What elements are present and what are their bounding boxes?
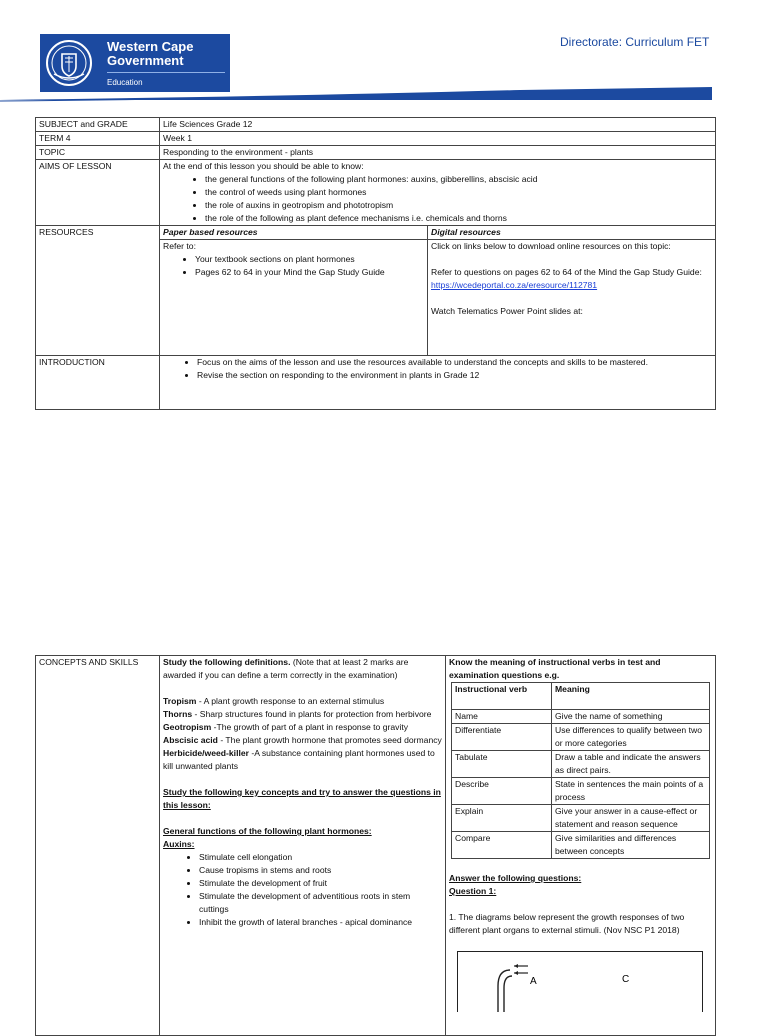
directorate-title: Directorate: Curriculum FET xyxy=(560,35,710,49)
introduction-label: INTRODUCTION xyxy=(36,356,160,410)
header-swoosh xyxy=(0,84,712,102)
definition-text: - The plant growth hormone that promotes seed dormancy xyxy=(217,735,442,745)
paper-resources-list xyxy=(163,253,424,279)
aims-list xyxy=(163,173,712,225)
definition-item xyxy=(163,747,442,773)
key-concepts-heading: Study the following key concepts and try to answer the questions in this lesson: xyxy=(163,787,441,810)
meaning-cell: Give similarities and differences between concepts xyxy=(552,832,710,859)
answer-heading: Answer the following questions: xyxy=(449,873,582,883)
concepts-label: CONCEPTS AND SKILLS xyxy=(36,656,160,1036)
list-item: • Revise the section on responding to the environment in plants in Grade 12 xyxy=(197,369,712,382)
table-row xyxy=(36,118,716,132)
resources-label: RESOURCES xyxy=(36,226,160,356)
diagram-label-c: C xyxy=(622,974,630,985)
logo-line-3: Education xyxy=(107,78,143,87)
list-item: • Stimulate cell elongation xyxy=(199,851,442,864)
instructional-verbs-table xyxy=(451,682,710,859)
definition-term: Tropism xyxy=(163,696,197,706)
definitions-intro xyxy=(163,656,442,682)
paper-refer: Refer to: xyxy=(163,241,196,251)
list-item: • Pages 62 to 64 in your Mind the Gap Study Guide xyxy=(195,266,424,279)
introduction-list xyxy=(163,356,712,382)
table-row xyxy=(36,356,716,410)
verb-cell: Compare xyxy=(452,832,552,859)
meaning-cell: Give the name of something xyxy=(552,710,710,724)
logo-divider xyxy=(107,72,225,73)
digital-line-3: Watch Telematics Power Point slides at: xyxy=(431,306,583,316)
definition-text: - Sharp structures found in plants for protection from herbivore xyxy=(192,709,432,719)
definition-term: Herbicide/weed-killer xyxy=(163,748,249,758)
functions-heading: General functions of the following plant hormones: xyxy=(163,826,372,836)
verb-cell: Tabulate xyxy=(452,751,552,778)
meaning-cell: Use differences to qualify between two or more categories xyxy=(552,724,710,751)
table-row xyxy=(36,160,716,226)
auxins-heading: Auxins: xyxy=(163,839,195,849)
digital-resources-cell xyxy=(428,240,716,356)
introduction-cell xyxy=(160,356,716,410)
definitions-heading: Study the following definitions. xyxy=(163,657,291,667)
subject-label: SUBJECT and GRADE xyxy=(36,118,160,132)
table-row xyxy=(452,751,710,778)
verb-cell: Differentiate xyxy=(452,724,552,751)
verbs-header-meaning: Meaning xyxy=(552,683,710,710)
logo-line-2: Government xyxy=(107,53,184,68)
topic-value: Responding to the environment - plants xyxy=(160,146,716,160)
definitions-cell xyxy=(160,656,446,1036)
verbs-header-verb: Instructional verb xyxy=(452,683,552,710)
plant-organ-drawing xyxy=(458,952,702,1012)
table-row xyxy=(452,724,710,751)
subject-value: Life Sciences Grade 12 xyxy=(160,118,716,132)
aims-intro: At the end of this lesson you should be able to know: xyxy=(163,161,364,171)
question-heading: Question 1: xyxy=(449,886,497,896)
term-label: TERM 4 xyxy=(36,132,160,146)
digital-line-1: Click on links below to download online resources on this topic: xyxy=(431,241,671,251)
concepts-skills-table xyxy=(35,655,716,1036)
definition-term: Geotropism xyxy=(163,722,212,732)
list-item: • Focus on the aims of the lesson and use the resources available to understand the concepts and skills to be mastered. xyxy=(197,356,712,369)
meaning-cell: Draw a table and indicate the answers as direct pairs. xyxy=(552,751,710,778)
list-item: • Stimulate the development of adventitious roots in stem cuttings xyxy=(199,890,442,916)
definition-item xyxy=(163,734,442,747)
verb-cell: Explain xyxy=(452,805,552,832)
list-item: • the role of the following as plant defence mechanisms i.e. chemicals and thorns xyxy=(205,212,712,225)
digital-resources-heading: Digital resources xyxy=(428,226,716,240)
growth-response-diagram xyxy=(457,951,703,1012)
table-row xyxy=(452,805,710,832)
logo-line-1: Western Cape xyxy=(107,39,194,54)
definition-item xyxy=(163,721,442,734)
term-value: Week 1 xyxy=(160,132,716,146)
list-item: • the role of auxins in geotropism and phototropism xyxy=(205,199,712,212)
list-item: • Stimulate the development of fruit xyxy=(199,877,442,890)
definition-text: - A plant growth response to an external stimulus xyxy=(196,696,385,706)
table-row xyxy=(452,683,710,710)
list-item: • the general functions of the following plant hormones: auxins, gibberellins, abscisic acid xyxy=(205,173,712,186)
paper-resources-heading: Paper based resources xyxy=(160,226,428,240)
coat-of-arms-icon xyxy=(44,38,94,88)
verb-cell: Describe xyxy=(452,778,552,805)
list-item: • Your textbook sections on plant hormones xyxy=(195,253,424,266)
verbs-cell xyxy=(446,656,716,1036)
aims-label: AIMS OF LESSON xyxy=(36,160,160,226)
verb-cell: Name xyxy=(452,710,552,724)
definitions-note: (Note that at least 2 marks are awarded if you can define a term correctly in the examination) xyxy=(163,657,409,680)
list-item: • the control of weeds using plant hormones xyxy=(205,186,712,199)
definition-term: Thorns xyxy=(163,709,193,719)
table-row xyxy=(36,226,716,240)
digital-line-2: Refer to questions on pages 62 to 64 of the Mind the Gap Study Guide: xyxy=(431,267,702,277)
table-row xyxy=(36,656,716,1036)
question-text: 1. The diagrams below represent the growth responses of two different plant organs to external stimuli. (Nov NSC P1 2018) xyxy=(449,912,685,935)
definition-term: Abscisic acid xyxy=(163,735,218,745)
definition-item xyxy=(163,695,442,708)
list-item: • Inhibit the growth of lateral branches - apical dominance xyxy=(199,916,442,929)
list-item: • Cause tropisms in stems and roots xyxy=(199,864,442,877)
topic-label: TOPIC xyxy=(36,146,160,160)
meaning-cell: Give your answer in a cause-effect or statement and reason sequence xyxy=(552,805,710,832)
paper-resources-cell xyxy=(160,240,428,356)
table-row xyxy=(36,146,716,160)
table-row xyxy=(452,778,710,805)
table-row xyxy=(452,710,710,724)
verbs-heading: Know the meaning of instructional verbs in test and examination questions e.g. xyxy=(449,657,661,680)
aims-cell xyxy=(160,160,716,226)
table-row xyxy=(452,832,710,859)
meaning-cell: State in sentences the main points of a process xyxy=(552,778,710,805)
definition-text: -A substance containing plant hormones used to kill unwanted plants xyxy=(163,748,435,771)
definition-text: -The growth of part of a plant in response to gravity xyxy=(211,722,409,732)
auxin-functions-list xyxy=(163,851,442,929)
lesson-overview-table xyxy=(35,117,716,410)
eresource-link[interactable]: https://wcedeportal.co.za/eresource/112781 xyxy=(431,280,598,290)
diagram-label-a: A xyxy=(530,976,537,987)
definition-item xyxy=(163,708,442,721)
table-row xyxy=(36,132,716,146)
